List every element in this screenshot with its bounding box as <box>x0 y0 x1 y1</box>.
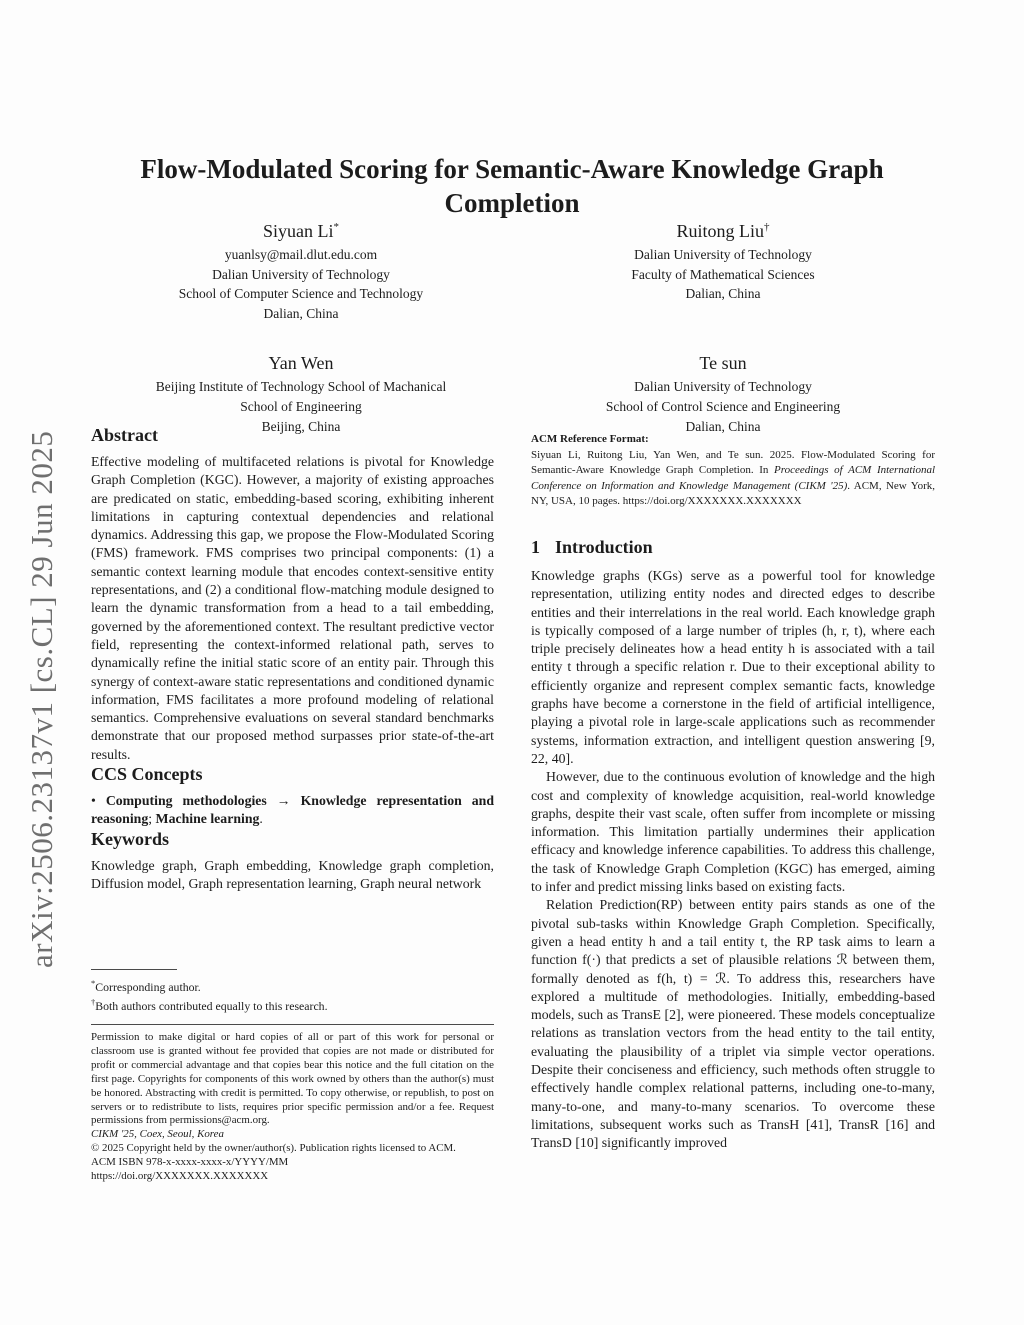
author-block-3 <box>90 348 512 436</box>
author-name <box>512 348 934 374</box>
section-number: 1 <box>531 536 540 557</box>
acm-reference <box>531 432 935 510</box>
author-name-text: Siyuan Li <box>263 221 334 241</box>
author-footnote-mark: † <box>764 221 770 233</box>
copyright-line: © 2025 Copyright held by the owner/author(s). Publication rights licensed to ACM. <box>91 1142 456 1155</box>
author-block-1 <box>90 216 512 323</box>
paper-title: Flow-Modulated Scoring for Semantic-Aware Knowledge Graph Completion <box>140 154 884 219</box>
author-footnote-mark: * <box>333 221 339 233</box>
author-affiliation-line: Dalian, China <box>263 305 339 321</box>
footnote <box>91 976 494 995</box>
acm-reference-text: . ACM, New York, NY, USA, 10 pages. https://doi.org/XXXXXXX.XXXXXXX <box>531 479 935 508</box>
acm-reference-heading: ACM Reference Format: <box>531 433 649 445</box>
author-name-text: Yan Wen <box>268 353 334 374</box>
author-name-text: Ruitong Liu <box>676 221 764 241</box>
ccs-concept: Computing methodologies <box>105 793 267 809</box>
footnote-mark: * <box>91 978 96 988</box>
author-affiliation-line: Dalian University of Technology <box>212 266 390 282</box>
author-name <box>512 216 934 242</box>
ccs-separator: ; <box>148 811 156 827</box>
left-column <box>91 425 494 893</box>
intro-paragraph-2: However, due to the continuous evolution of knowledge and the high cost and complexity of knowledge acquisition, real-world knowledge graphs, despite their vast scale, often suffer from incomplete or missing information. This limitation partially undermines their application efficacy and knowledge inference capabilities. To address this challenge, the task of Knowledge Graph Completion (KGC) has emerged, aiming to infer and predict missing links based on existing facts. <box>531 769 935 895</box>
permission-text: Permission to make digital or hard copies of all or part of this work for personal or classroom use is granted without fee provided that copies are not made or distributed for profit or commercial advantage and that copies bear this notice and the full citation on the first page. Copyrights for components of this work owned by others than the author(s) must be honored. Abstracting with credit is permitted. To copy otherwise, or republish, to post on servers or to redistribute to lists, requires prior specific permission and/or a fee. Request permissions from permissions@acm.org. <box>91 1031 494 1127</box>
conference-line: CIKM '25, Coex, Seoul, Korea <box>91 1128 224 1141</box>
keywords-text: Knowledge graph, Graph embedding, Knowledge graph completion, Diffusion model, Graph representation learning, Graph neural network <box>91 857 494 891</box>
right-column <box>531 432 935 1152</box>
abstract-heading: Abstract <box>91 425 158 445</box>
acm-reference-text: Siyuan Li, Ruitong Liu, Yan Wen, and Te sun. 2025. Flow-Modulated Scoring for Semantic-Aware Knowledge Graph Completion. In <box>531 448 935 477</box>
author-name <box>90 216 512 242</box>
abstract-text: Effective modeling of multifaceted relations is pivotal for Knowledge Graph Completion (KGC). However, a majority of existing approaches are predicated on static, embedding-based scoring, exhibiting inherent limitations in capturing contextual dependencies and relational dynamics. Addressing this gap, we propose the Flow-Modulated Scoring (FMS) framework. FMS comprises two principal components: (1) a semantic context learning module that encodes context-sensitive entity representations, and (2) a conditional flow-matching module designed to learn the dynamic transformation from a head to a tail embedding, governed by the aforementioned context. The resultant predictive vector field, representing the context-informed relational path, serves to dynamically refine the initial static score of an entity pair. Through this synergy of context-aware static representations and conditioned dynamic information, FMS facilitates a more profound modeling of relational semantics. Comprehensive evaluations on several standard benchmarks demonstrate that our proposed method surpasses prior state-of-the-art results. <box>91 454 494 762</box>
footnote-mark: † <box>91 997 96 1008</box>
author-name-text: Te sun <box>699 353 747 374</box>
section-heading-introduction <box>531 537 935 558</box>
author-affiliation-line: Beijing, China <box>261 418 341 434</box>
author-affiliation-line: School of Control Science and Engineering <box>605 398 841 414</box>
author-block-4 <box>512 348 934 436</box>
footnote-text: Corresponding author. <box>95 979 201 994</box>
author-affiliation-line: Dalian University of Technology <box>634 247 812 262</box>
acm-reference-venue: Proceedings of ACM International Conference on Information and Knowledge Management (CIKM '25) <box>531 464 935 492</box>
author-affiliation-line: School of Computer Science and Technology <box>178 286 424 302</box>
author-name <box>90 348 512 374</box>
ccs-concept: Machine learning <box>155 811 260 827</box>
author-block-2 <box>512 216 934 323</box>
author-email: yuanlsy@mail.dlut.edu.com <box>224 247 378 262</box>
author-affiliation-line: Dalian University of Technology <box>634 379 812 395</box>
author-affiliation-line: Dalian, China <box>685 286 761 302</box>
ccs-text <box>91 792 494 829</box>
permission-block <box>91 1024 494 1184</box>
ccs-bullet: • <box>91 793 106 809</box>
isbn-line: ACM ISBN 978-x-xxxx-xxxx-x/YYYY/MM <box>91 1156 289 1169</box>
footnote <box>91 995 494 1014</box>
ccs-concept: Knowledge representation and reasoning <box>91 793 495 827</box>
intro-paragraph-1: Knowledge graphs (KGs) serve as a powerful tool for knowledge representation, utilizing entity nodes and directed edges to describe entities and their interrelations in the real world. Each knowledge graph is typically composed of a large number of triples (h, r, t), where each triple precisely delineates how a head entity h is associated with a tail entity t through a specific relation r. Due to their exceptional ability to efficiently organize and represent complex semantic facts, knowledge graphs have become a cornerstone in the field of artificial intelligence, playing a pivotal role in large-scale applications such as recommender systems, information extraction, and intelligent question answering [9, 22, 40]. <box>531 567 935 766</box>
footnote-block <box>91 969 494 1015</box>
ccs-period: . <box>259 811 263 827</box>
arxiv-watermark: arXiv:2506.23137v1 [cs.CL] 29 Jun 2025 <box>24 430 59 968</box>
doi-line: https://doi.org/XXXXXXX.XXXXXXX <box>91 1170 269 1183</box>
permission-rule <box>91 1024 494 1025</box>
intro-paragraph-3: Relation Prediction(RP) between entity pairs stands as one of the pivotal sub-tasks within Knowledge Graph Completion. Specifically, given a head entity h and a tail entity t, the RP task aims to learn a function f(·) that predicts a set of plausible relations ℛ between them, formally denoted as f(h, t) = ℛ. To address this, researchers have explored a multitude of methodologies. Initially, embedding-based models, such as TransE [2], were pioneered. These models conceptualize relations as translation vectors from the head entity to the tail entity, evaluating the plausibility of a triplet via simple vector operations. Despite their conciseness and efficiency, such methods often struggle to effectively handle complex relational patterns, including one-to-many, many-to-one, and many-to-many scenarios. To overcome these limitations, subsequent works such as TransH [41], TransR [16] and TransD [10] significantly improved <box>531 897 935 1151</box>
author-affiliation-line: Dalian, China <box>685 418 761 434</box>
footnote-rule <box>91 969 177 970</box>
authors-grid <box>90 216 934 436</box>
keywords-heading: Keywords <box>91 828 169 849</box>
footnote-text: Both authors contributed equally to this research. <box>95 999 328 1014</box>
author-affiliation-line: Faculty of Mathematical Sciences <box>631 266 815 282</box>
ccs-arrow: → <box>266 793 301 809</box>
author-affiliation-line: School of Engineering <box>240 398 362 414</box>
section-title: Introduction <box>555 536 653 557</box>
ccs-heading: CCS Concepts <box>91 764 203 785</box>
author-affiliation-line: Beijing Institute of Technology School of Machanical <box>155 379 447 395</box>
